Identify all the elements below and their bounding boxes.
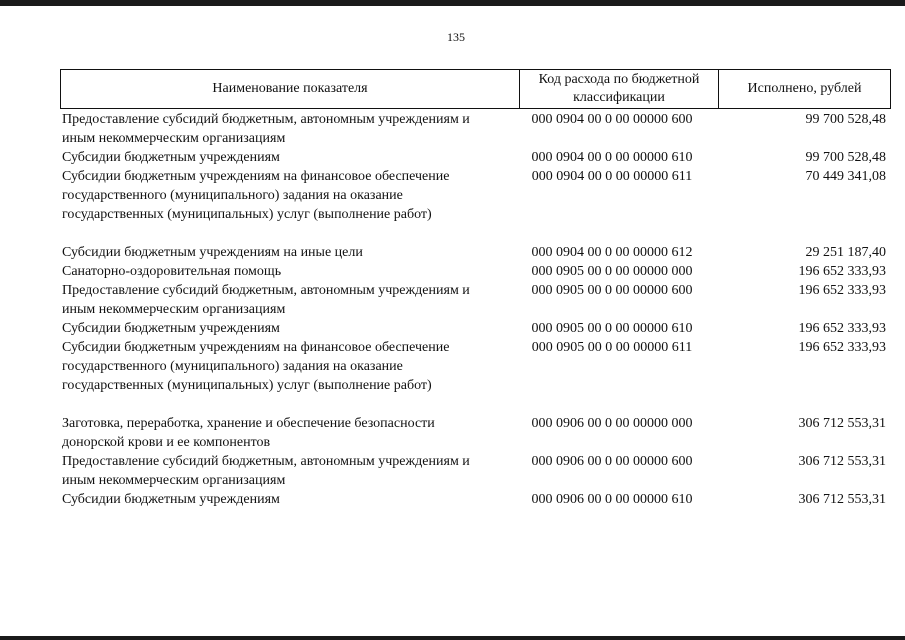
header-name: Наименование показателя xyxy=(212,81,368,96)
row-code: 000 0904 00 0 00 00000 612 xyxy=(531,245,693,260)
row-amount: 306 712 553,31 xyxy=(798,454,886,469)
row-name: Санаторно-оздоровительная помощь xyxy=(62,264,282,279)
row-amount: 306 712 553,31 xyxy=(798,416,886,431)
row-code: 000 0904 00 0 00 00000 600 xyxy=(531,112,693,127)
scan-top-border xyxy=(0,0,905,6)
table-row xyxy=(62,414,888,452)
table-row xyxy=(62,452,888,490)
table-row xyxy=(62,243,888,262)
table-row xyxy=(62,281,888,319)
table-row xyxy=(62,262,888,281)
table-row xyxy=(62,319,888,338)
row-amount: 196 652 333,93 xyxy=(798,264,886,279)
row-amount: 306 712 553,31 xyxy=(798,492,886,507)
row-code: 000 0904 00 0 00 00000 610 xyxy=(531,150,693,165)
row-amount: 196 652 333,93 xyxy=(798,340,886,355)
table-row xyxy=(62,490,888,509)
row-name: Субсидии бюджетным учреждениям xyxy=(62,150,280,165)
row-amount: 70 449 341,08 xyxy=(805,169,886,184)
row-code: 000 0905 00 0 00 00000 000 xyxy=(531,264,693,279)
page-number: 135 xyxy=(447,30,465,44)
row-code: 000 0906 00 0 00 00000 610 xyxy=(531,492,693,507)
header-code: Код расхода по бюджетной классификации xyxy=(519,70,719,108)
row-code: 000 0905 00 0 00 00000 611 xyxy=(531,340,693,355)
table-row xyxy=(62,110,888,148)
row-name: Заготовка, переработка, хранение и обеспечение безопасности донорской крови и ее компонентов xyxy=(62,416,435,450)
table-row xyxy=(62,167,888,224)
row-amount: 99 700 528,48 xyxy=(805,150,886,165)
row-amount: 196 652 333,93 xyxy=(798,321,886,336)
row-name: Субсидии бюджетным учреждениям на финансовое обеспечение государственного (муниципального) задания на оказание государственных (муниципальных) услуг (выполнение работ) xyxy=(62,340,450,393)
row-amount: 196 652 333,93 xyxy=(798,283,886,298)
row-code: 000 0905 00 0 00 00000 610 xyxy=(531,321,693,336)
row-code: 000 0906 00 0 00 00000 000 xyxy=(531,416,693,431)
header-amount: Исполнено, рублей xyxy=(747,81,862,96)
table-header xyxy=(60,69,891,109)
row-name: Субсидии бюджетным учреждениям на финансовое обеспечение государственного (муниципального) задания на оказание государственных (муниципальных) услуг (выполнение работ) xyxy=(62,169,450,222)
row-name: Субсидии бюджетным учреждениям xyxy=(62,492,280,507)
table-row xyxy=(62,338,888,395)
row-name: Предоставление субсидий бюджетным, автономным учреждениям и иным некоммерческим организациям xyxy=(62,112,470,146)
row-code: 000 0905 00 0 00 00000 600 xyxy=(531,283,693,298)
row-name: Субсидии бюджетным учреждениям на иные цели xyxy=(62,245,363,260)
row-code: 000 0906 00 0 00 00000 600 xyxy=(531,454,693,469)
row-name: Предоставление субсидий бюджетным, автономным учреждениям и иным некоммерческим организациям xyxy=(62,283,470,317)
row-amount: 29 251 187,40 xyxy=(805,245,886,260)
row-name: Предоставление субсидий бюджетным, автономным учреждениям и иным некоммерческим организациям xyxy=(62,454,470,488)
table-body xyxy=(62,110,888,509)
row-amount: 99 700 528,48 xyxy=(805,112,886,127)
row-name: Субсидии бюджетным учреждениям xyxy=(62,321,280,336)
scan-bottom-border xyxy=(0,636,905,640)
row-code: 000 0904 00 0 00 00000 611 xyxy=(531,169,693,184)
table-row xyxy=(62,148,888,167)
